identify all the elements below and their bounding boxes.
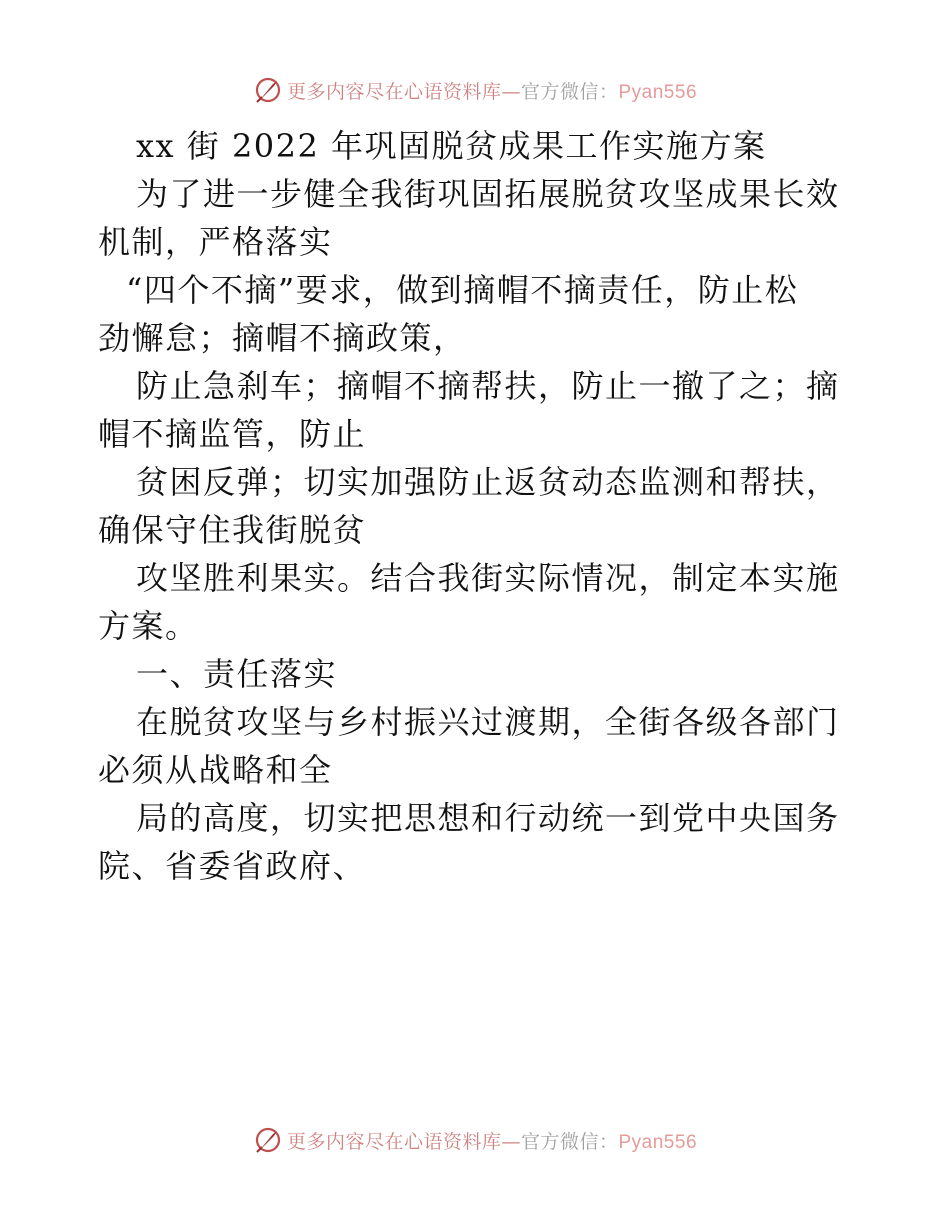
paragraph-line: 帽不摘监管，防止 [98, 415, 367, 453]
document-body [98, 122, 858, 890]
paragraph-line: 局的高度，切实把思想和行动统一到党中央国务 [136, 799, 840, 837]
paragraph-line: 劲懈怠；摘帽不摘政策， [98, 319, 467, 357]
paragraph-line: 贫困反弹；切实加强防止返贫动态监测和帮扶， [136, 463, 840, 501]
watermark-brand: 更多内容尽在心语资料库 [286, 80, 502, 103]
watermark-dash: — [501, 80, 521, 103]
paragraph-line: 在脱贫攻坚与乡村振兴过渡期，全街各级各部门 [136, 703, 840, 741]
paragraph-line: 院、省委省政府、 [98, 847, 367, 885]
paragraph-line: 确保守住我街脱贫 [98, 511, 367, 549]
paragraph-line: 必须从战略和全 [98, 751, 333, 789]
watermark-text [287, 1127, 697, 1154]
paragraph-line: 攻坚胜利果实。结合我街实际情况，制定本实施 [136, 559, 840, 597]
watermark-account: Pyan556 [618, 1131, 698, 1153]
watermark-label: 官方微信： [520, 1130, 619, 1153]
paragraph-line: 防止急刹车；摘帽不摘帮扶，防止一撤了之；摘 [136, 367, 840, 405]
paragraph-line: 机制，严格落实 [98, 223, 333, 261]
paragraph-line: 为了进一步健全我街巩固拓展脱贫攻坚成果长效 [136, 175, 840, 213]
watermark-text [287, 77, 697, 104]
header-watermark [0, 70, 950, 110]
paragraph-line: “四个不摘”要求，做到摘帽不摘责任，防止松 [126, 271, 799, 309]
paragraph-line: 方案。 [98, 607, 199, 645]
document-title: xx 街 2022 年巩固脱贫成果工作实施方案 [136, 127, 767, 165]
watermark-label: 官方微信： [520, 80, 619, 103]
watermark-dash: — [501, 1130, 521, 1153]
footer-watermark [0, 1120, 950, 1160]
watermark-account: Pyan556 [618, 81, 698, 103]
section-heading: 一、责任落实 [136, 655, 338, 693]
quill-logo-icon [253, 75, 283, 105]
quill-logo-icon [253, 1125, 283, 1155]
watermark-brand: 更多内容尽在心语资料库 [286, 1130, 502, 1153]
